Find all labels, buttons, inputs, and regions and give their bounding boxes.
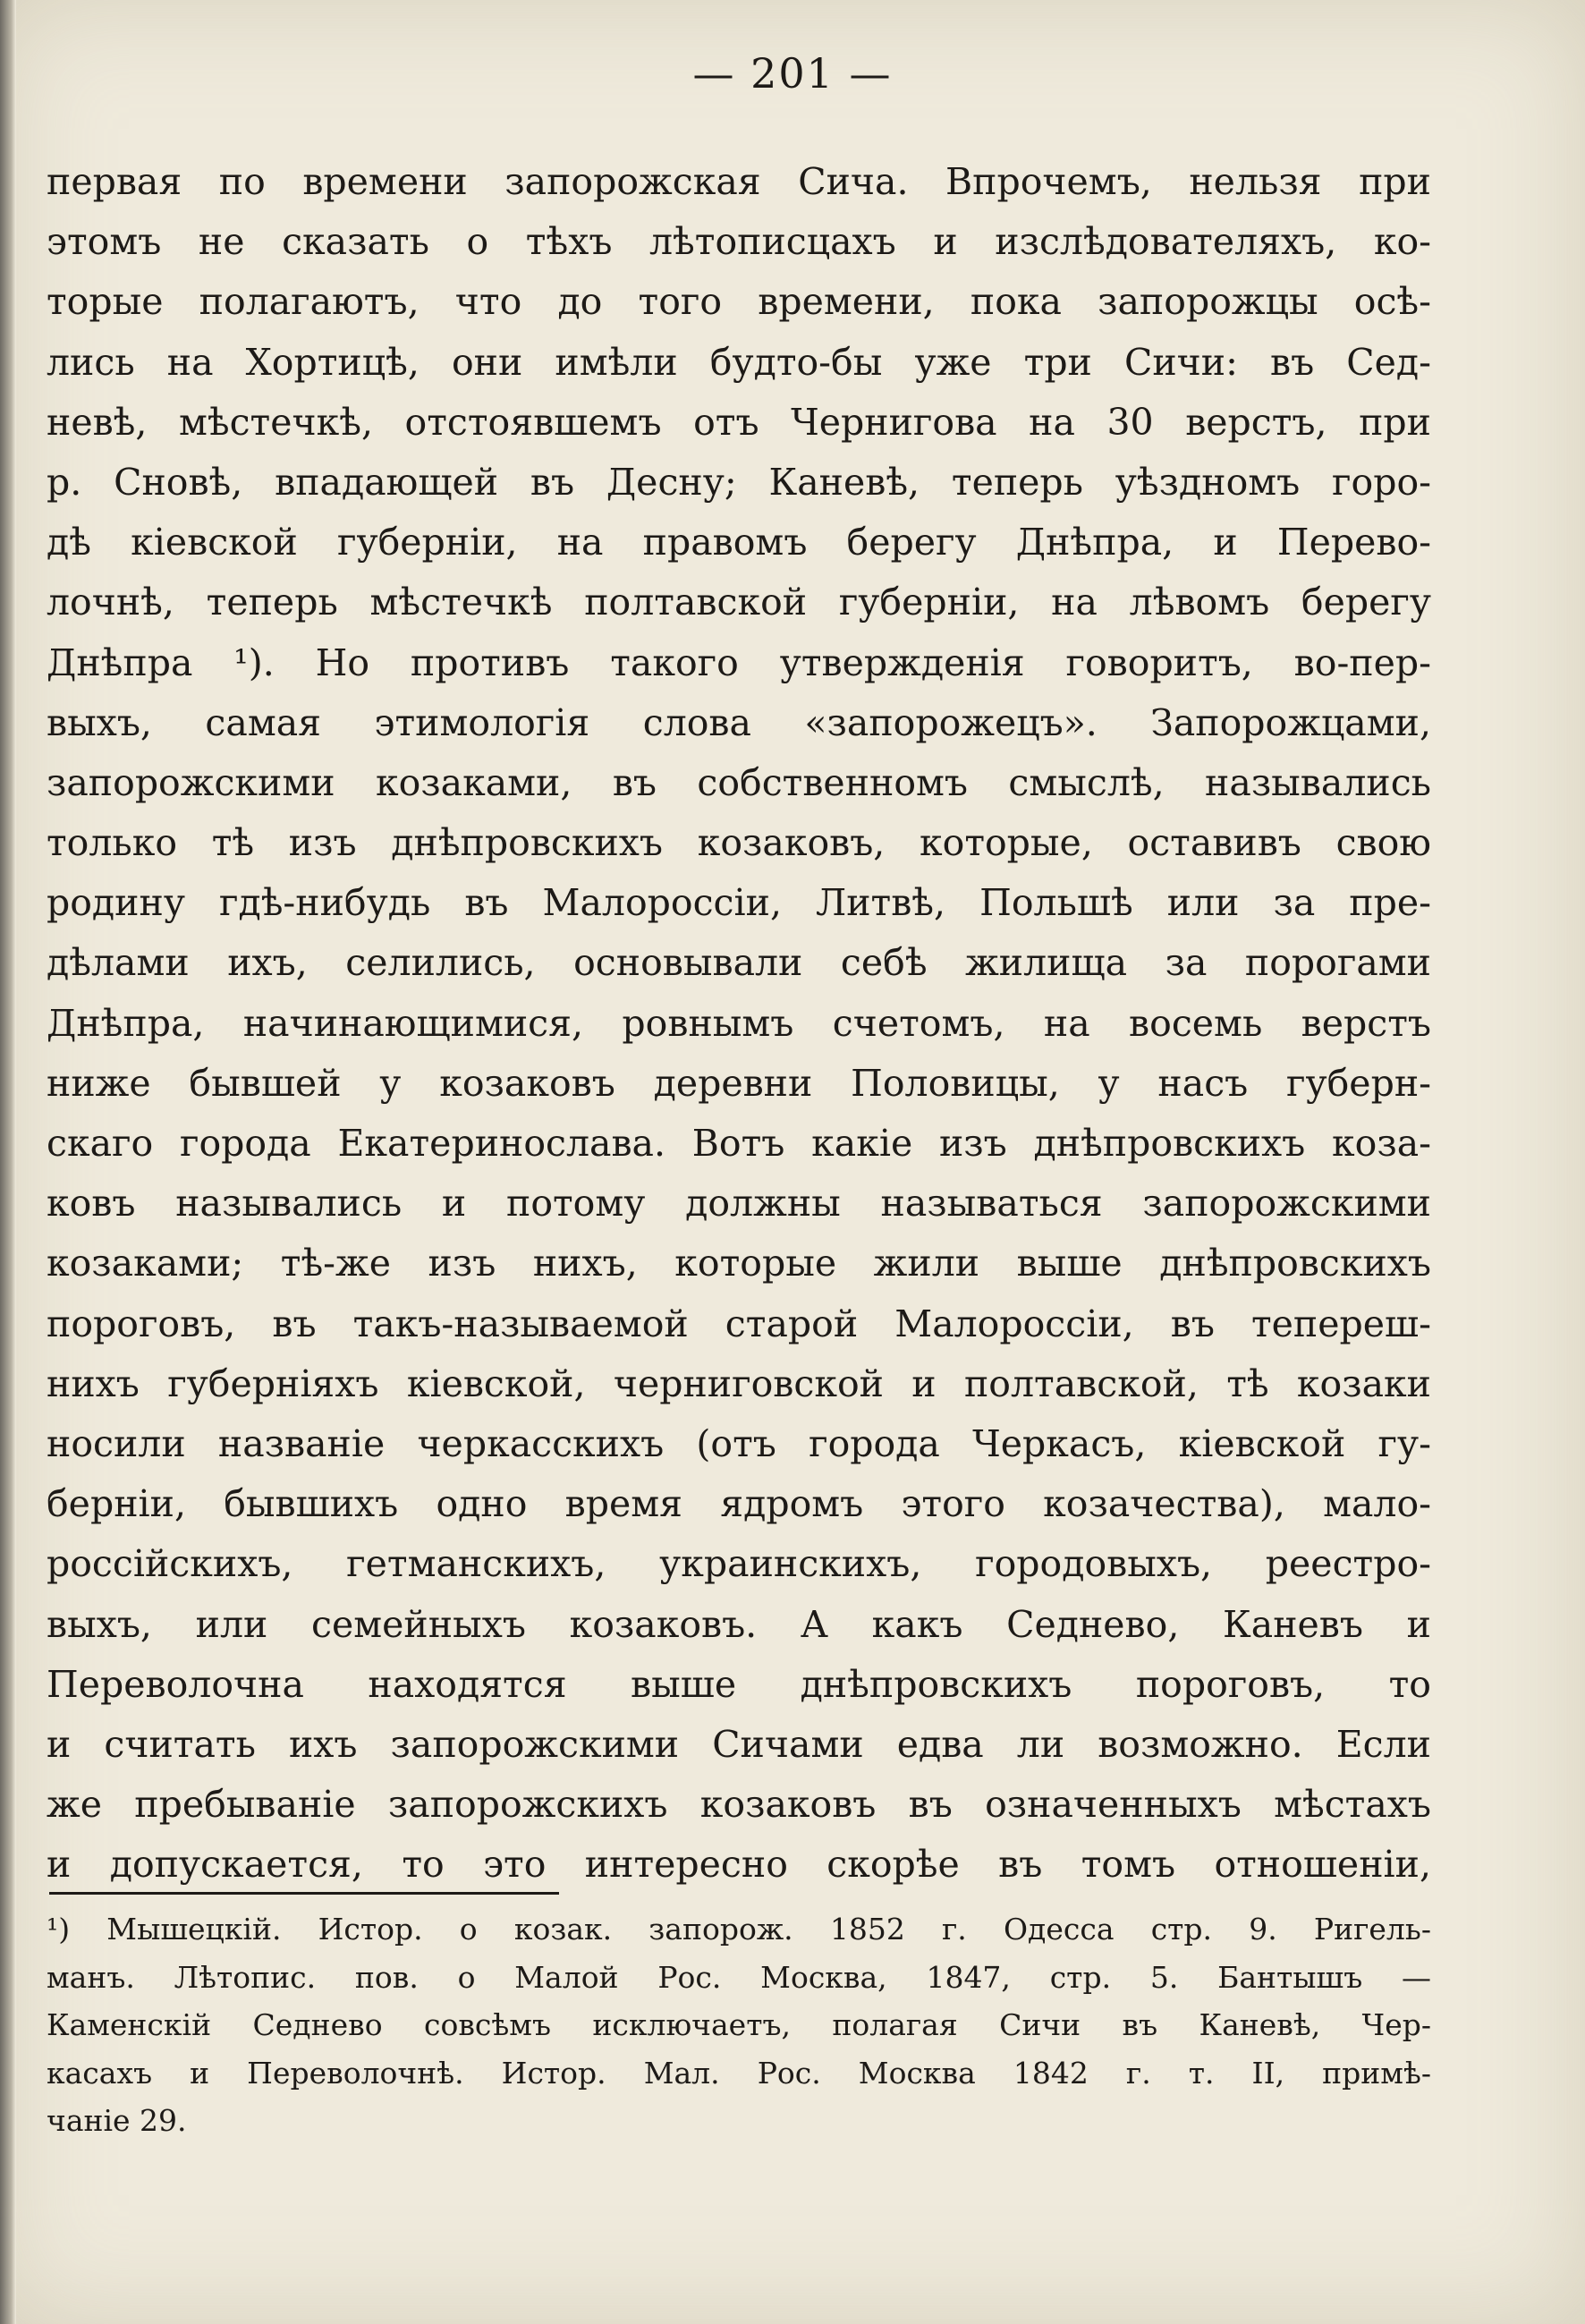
text-line: невѣ, мѣстечкѣ, отстоявшемъ отъ Чернигова на 30 верстъ, при (47, 400, 1431, 444)
text-line: лочнѣ, теперь мѣстечкѣ полтавской губерніи, на лѣвомъ берегу (47, 581, 1431, 624)
footnote-line: Каменскій Седнево совсѣмъ исключаетъ, полагая Сичи въ Каневѣ, Чер- (47, 2007, 1431, 2042)
text-line: дѣ кіевской губерніи, на правомъ берегу Днѣпра, и Перево- (47, 521, 1431, 564)
text-line: запорожскими козаками, въ собственномъ смыслѣ, назывались (47, 760, 1431, 804)
text-line: родину гдѣ-нибудь въ Малороссіи, Литвѣ, Польшѣ или за пре- (47, 881, 1431, 925)
body-text (47, 152, 1431, 1895)
footnotes (47, 1905, 1431, 2145)
text-line: и допускается, то это интересно скорѣе въ томъ отношеніи, (47, 1843, 1431, 1887)
text-line: лись на Хортицѣ, они имѣли будто-бы уже три Сичи: въ Сед- (47, 340, 1431, 384)
footnote-divider (49, 1892, 559, 1895)
footnote-line: чаніе 29. (47, 2103, 187, 2138)
text-line: Переволочна находятся выше днѣпровскихъ пороговъ, то (47, 1662, 1431, 1706)
page-number: — 201 — (692, 49, 893, 98)
text-line: выхъ, или семейныхъ козаковъ. А какъ Седнево, Каневъ и (47, 1602, 1431, 1646)
text-line: и считать ихъ запорожскими Сичами едва ли возможно. Если (47, 1722, 1431, 1766)
text-line: козаками; тѣ-же изъ нихъ, которые жили выше днѣпровскихъ (47, 1242, 1431, 1285)
text-line: р. Сновѣ, впадающей въ Десну; Каневѣ, теперь уѣздномъ горо- (47, 460, 1431, 504)
footnote-line: касахъ и Переволочнѣ. Истор. Мал. Рос. Москва 1842 г. т. II, примѣ- (47, 2055, 1431, 2091)
text-line: Днѣпра ¹). Но противъ такого утвержденія говоритъ, во-пер- (47, 640, 1431, 684)
text-line: носили названіе черкасскихъ (отъ города Черкасъ, кіевской гу- (47, 1421, 1431, 1465)
text-line: ковъ назывались и потому должны называться запорожскими (47, 1182, 1431, 1226)
text-line: берніи, бывшихъ одно время ядромъ этого козачества), мало- (47, 1482, 1431, 1526)
text-line: дѣлами ихъ, селились, основывали себѣ жилища за порогами (47, 941, 1431, 985)
text-line: этомъ не сказать о тѣхъ лѣтописцахъ и изслѣдователяхъ, ко- (47, 220, 1431, 264)
text-line: торые полагаютъ, что до того времени, пока запорожцы осѣ- (47, 280, 1431, 324)
text-line: скаго города Екатеринослава. Вотъ какіе изъ днѣпровскихъ коза- (47, 1122, 1431, 1165)
text-line: нихъ губерніяхъ кіевской, черниговской и полтавской, тѣ козаки (47, 1361, 1431, 1405)
footnote-line: манъ. Лѣтопис. пов. о Малой Рос. Москва, 1847, стр. 5. Бантышъ — (47, 1959, 1431, 1995)
page-binding-edge (0, 0, 16, 2324)
text-line: россійскихъ, гетманскихъ, украинскихъ, городовыхъ, реестро- (47, 1542, 1431, 1586)
text-line: только тѣ изъ днѣпровскихъ козаковъ, которые, оставивъ свою (47, 821, 1431, 865)
text-line: же пребываніе запорожскихъ козаковъ въ означенныхъ мѣстахъ (47, 1783, 1431, 1827)
text-line: Днѣпра, начинающимися, ровнымъ счетомъ, на восемь верстъ (47, 1001, 1431, 1045)
text-line: первая по времени запорожская Сича. Впрочемъ, нельзя при (47, 160, 1431, 203)
footnote-line: ¹) Мышецкій. Истор. о козак. запорож. 1852 г. Одесса стр. 9. Ригель- (47, 1912, 1431, 1947)
text-line: ниже бывшей у козаковъ деревни Половицы, у насъ губерн- (47, 1061, 1431, 1105)
text-line: выхъ, самая этимологія слова «запорожецъ». Запорожцами, (47, 700, 1431, 744)
text-line: пороговъ, въ такъ-называемой старой Малороссіи, въ тепереш- (47, 1302, 1431, 1345)
